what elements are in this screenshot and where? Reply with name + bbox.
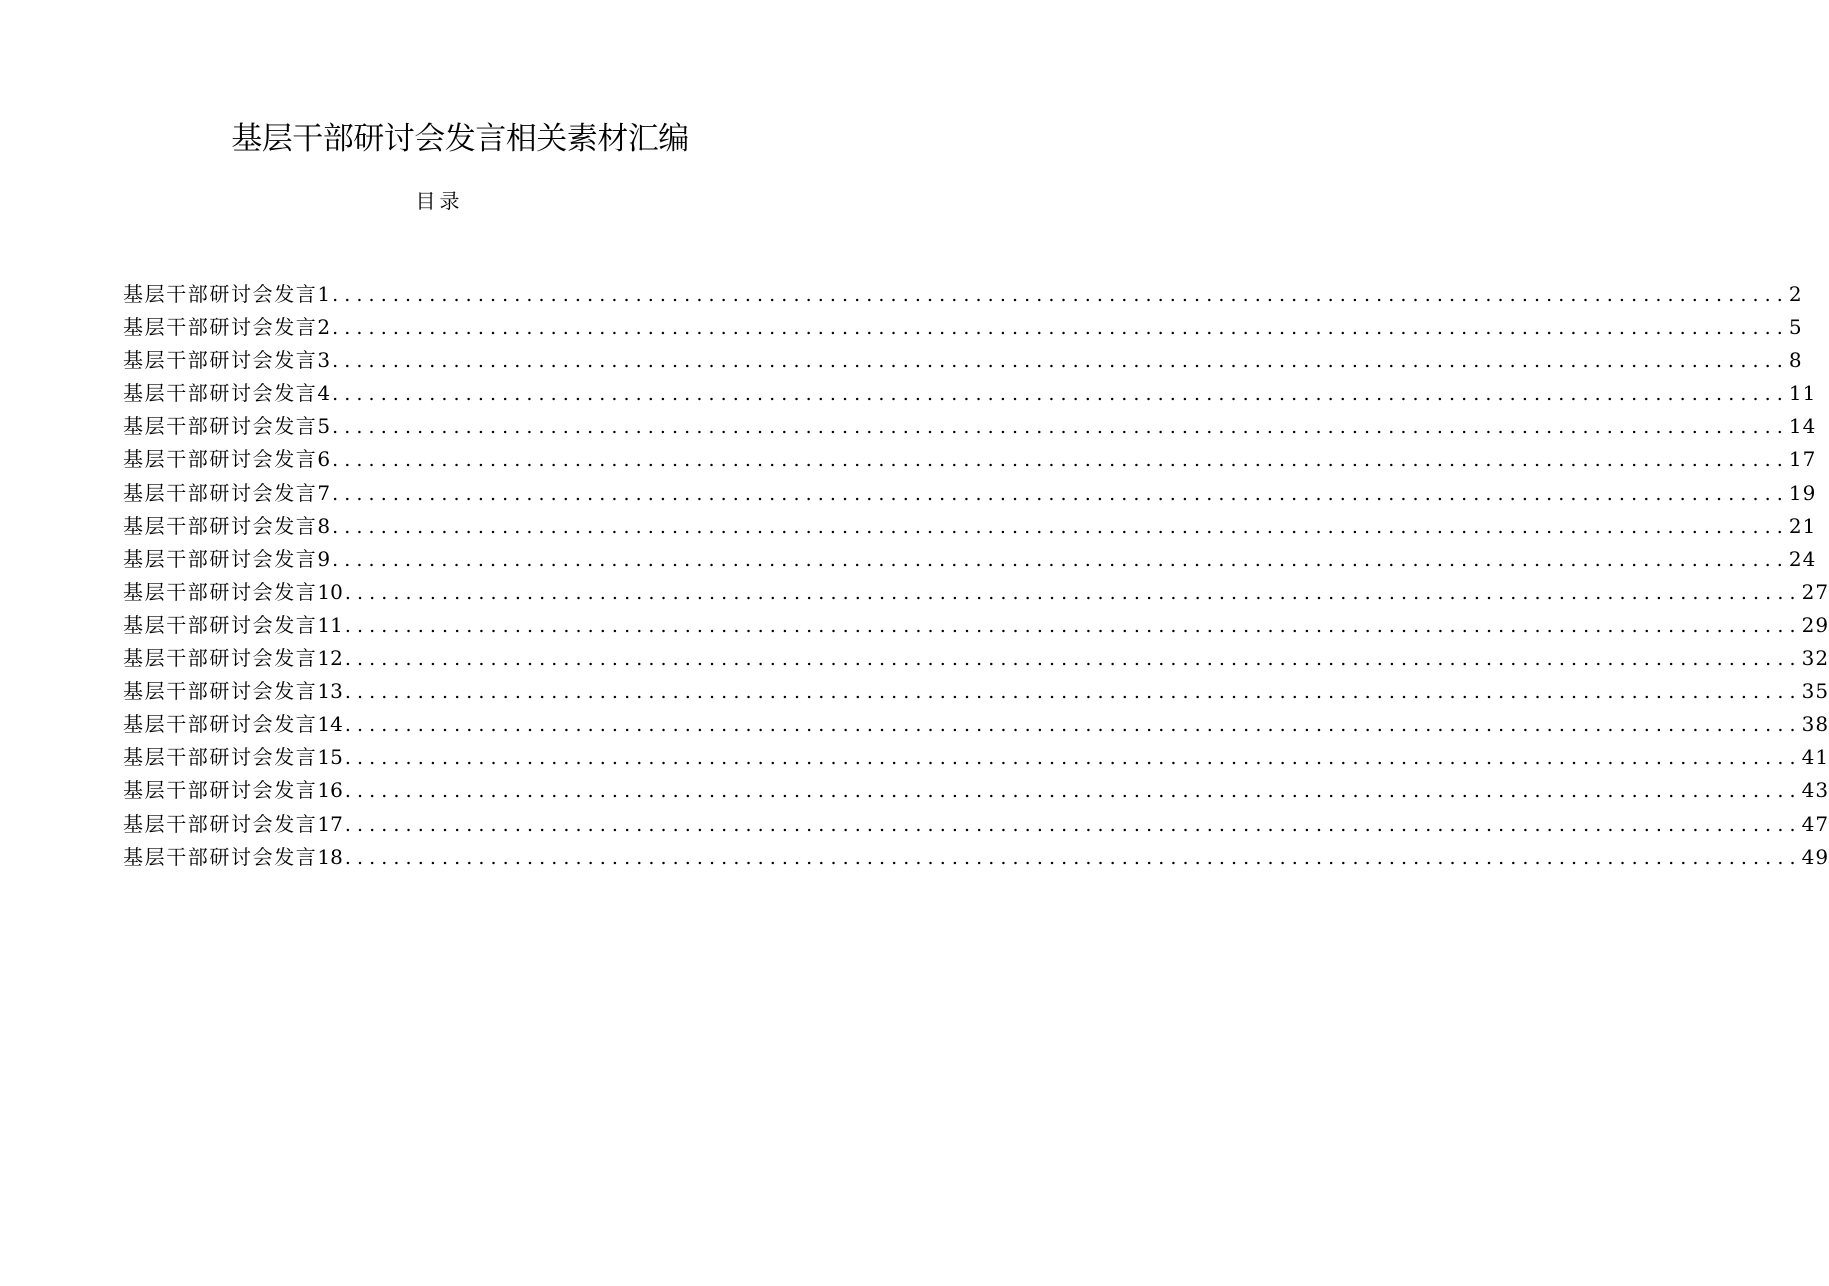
toc-entry-label: 基层干部研讨会发言: [123, 315, 318, 340]
toc-entry-label: 基层干部研讨会发言: [123, 513, 318, 538]
toc-leader-dots: ........................................................................................................................: [344, 780, 1802, 803]
toc-entry-number: 8: [317, 513, 331, 538]
toc-entry-page: 41: [1801, 745, 1829, 770]
toc-entry-page: 47: [1801, 811, 1829, 836]
toc-entry-page: 27: [1801, 579, 1829, 604]
toc-entry-page: 49: [1801, 844, 1829, 869]
toc-entry-page: 24: [1788, 546, 1817, 571]
toc-entry-number: 17: [317, 811, 343, 836]
toc-entry-page: 32: [1801, 646, 1829, 671]
toc-entry-number: 13: [317, 679, 343, 704]
toc-entry-label: 基层干部研讨会发言: [123, 480, 318, 505]
toc-leader-dots: ........................................................................................................................: [332, 350, 1789, 373]
toc-entry-number: 15: [317, 745, 343, 770]
table-of-contents: [123, 278, 1829, 874]
toc-entry-page: 17: [1788, 447, 1817, 472]
toc-leader-dots: ........................................................................................................................: [332, 482, 1789, 505]
toc-leader-dots: ........................................................................................................................: [332, 548, 1789, 571]
toc-entry[interactable]: [123, 841, 1829, 874]
toc-entry[interactable]: [123, 377, 1817, 410]
toc-entry-page: 2: [1788, 282, 1803, 306]
toc-entry-label: 基层干部研讨会发言: [123, 447, 318, 472]
toc-entry-label: 基层干部研讨会发言: [123, 612, 318, 637]
toc-leader-dots: ........................................................................................................................: [332, 383, 1789, 406]
toc-entry-label: 基层干部研讨会发言: [123, 712, 318, 737]
toc-entry-number: 14: [317, 712, 343, 737]
toc-leader-dots: ........................................................................................................................: [344, 747, 1802, 770]
toc-entry-label: 基层干部研讨会发言: [123, 844, 318, 869]
toc-entry[interactable]: [123, 576, 1829, 609]
toc-leader-dots: ........................................................................................................................: [332, 416, 1789, 439]
toc-leader-dots: ........................................................................................................................: [332, 317, 1789, 340]
toc-entry-label: 基层干部研讨会发言: [123, 348, 318, 373]
toc-entry-page: 35: [1801, 679, 1829, 704]
toc-entry[interactable]: [123, 344, 1803, 377]
toc-entry[interactable]: [123, 642, 1829, 675]
toc-entry-label: 基层干部研讨会发言: [123, 646, 318, 671]
toc-entry-page: 29: [1801, 612, 1829, 637]
toc-entry-page: 8: [1788, 348, 1803, 373]
toc-entry-page: 43: [1801, 778, 1829, 803]
toc-entry-number: 12: [317, 646, 343, 671]
toc-entry[interactable]: [123, 708, 1829, 741]
toc-entry-label: 基层干部研讨会发言: [123, 811, 318, 836]
toc-entry-page: 21: [1788, 513, 1817, 538]
toc-entry-number: 18: [317, 844, 343, 869]
toc-leader-dots: ........................................................................................................................: [344, 714, 1802, 737]
toc-entry-page: 5: [1788, 315, 1803, 340]
toc-entry-label: 基层干部研讨会发言: [123, 414, 318, 439]
toc-leader-dots: ........................................................................................................................: [344, 614, 1802, 637]
toc-entry-page: 19: [1788, 480, 1817, 505]
toc-entry-number: 2: [317, 315, 331, 340]
toc-entry-label: 基层干部研讨会发言: [123, 282, 318, 306]
toc-entry-number: 7: [317, 480, 331, 505]
toc-entry-page: 11: [1788, 381, 1817, 406]
toc-entry-label: 基层干部研讨会发言: [123, 778, 318, 803]
document-title: 基层干部研讨会发言相关素材汇编: [231, 121, 689, 157]
toc-entry[interactable]: [123, 510, 1817, 543]
toc-leader-dots: ........................................................................................................................: [332, 515, 1789, 538]
toc-entry[interactable]: [123, 543, 1817, 576]
toc-entry-label: 基层干部研讨会发言: [123, 679, 318, 704]
toc-entry[interactable]: [123, 609, 1829, 642]
toc-entry-label: 基层干部研讨会发言: [123, 745, 318, 770]
toc-leader-dots: ........................................................................................................................: [344, 581, 1802, 604]
toc-entry[interactable]: [123, 443, 1817, 476]
toc-entry[interactable]: [123, 311, 1803, 344]
toc-heading: 目录: [415, 189, 464, 213]
toc-entry[interactable]: [123, 808, 1829, 841]
toc-entry-label: 基层干部研讨会发言: [123, 579, 318, 604]
toc-leader-dots: ........................................................................................................................: [344, 648, 1802, 671]
toc-entry-number: 3: [317, 348, 331, 373]
toc-leader-dots: ........................................................................................................................: [344, 681, 1802, 704]
toc-entry-label: 基层干部研讨会发言: [123, 546, 318, 571]
toc-entry[interactable]: [123, 477, 1817, 510]
toc-entry-number: 11: [317, 612, 343, 637]
toc-entry-number: 1: [317, 282, 331, 306]
toc-entry[interactable]: [123, 278, 1803, 311]
toc-entry-number: 4: [317, 381, 331, 406]
toc-entry-number: 9: [317, 546, 331, 571]
toc-leader-dots: ........................................................................................................................: [332, 449, 1789, 472]
toc-entry-number: 5: [317, 414, 331, 439]
toc-entry[interactable]: [123, 410, 1817, 443]
toc-entry-number: 10: [317, 579, 343, 604]
toc-entry[interactable]: [123, 741, 1829, 774]
toc-entry[interactable]: [123, 774, 1829, 807]
toc-entry-page: 38: [1801, 712, 1829, 737]
toc-entry-page: 14: [1788, 414, 1817, 439]
toc-leader-dots: ........................................................................................................................: [344, 846, 1802, 869]
toc-entry-label: 基层干部研讨会发言: [123, 381, 318, 406]
toc-leader-dots: ........................................................................................................................: [344, 813, 1802, 836]
toc-entry-number: 6: [317, 447, 331, 472]
toc-leader-dots: ........................................................................................................................: [332, 284, 1789, 306]
toc-entry-number: 16: [317, 778, 343, 803]
toc-entry[interactable]: [123, 675, 1829, 708]
